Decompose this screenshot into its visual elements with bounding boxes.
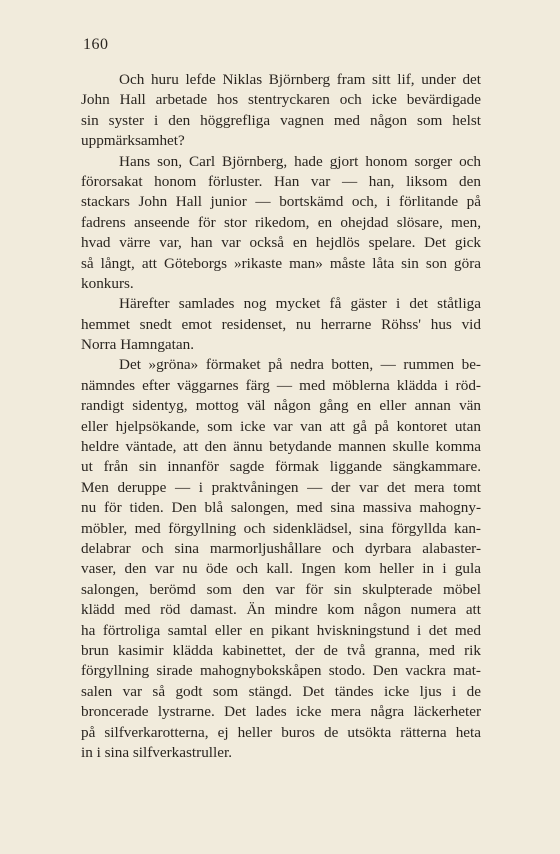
text-line: fadrens anseende för stor rikedom, en ohejdad slösare, men,: [81, 213, 481, 231]
text-line: möbler, med förgyllning och sidenklädsel, sina förgyllda kan-: [81, 519, 481, 537]
text-line: Och huru lefde Niklas Björnberg fram sitt lif, under det: [119, 71, 481, 88]
text-line: uppmärksamhet?: [81, 132, 185, 150]
text-line: randigt sidentyg, mottog väl någon gång en eller annan vän: [81, 397, 481, 415]
text-line: klädd med röd damast. Än mindre kom någon numera att: [81, 601, 481, 619]
text-line: hvad värre var, han var också en hejdlös spelare. Det gick: [81, 234, 481, 252]
text-line: heldre väntade, att den ännu betydande mannen skulle komma: [81, 438, 481, 456]
text-line: nämndes efter väggarnes färg — med möblerna klädda i röd-: [81, 376, 481, 394]
text-line: nu för tiden. Den blå salongen, med sina massiva mahogny-: [81, 499, 481, 517]
text-line: ha förtroliga samtal eller en pikant hviskningstund i det med: [81, 621, 481, 639]
text-line: Härefter samlades nog mycket få gäster i det ståtliga: [119, 295, 481, 313]
text-line: Men deruppe — i praktvåningen — der var det mera tomt: [81, 478, 481, 496]
text-line: delabrar och sina marmorljushållare och dyrbara alabaster-: [81, 539, 481, 557]
text-line: konkurs.: [81, 274, 134, 292]
text-line: stackars John Hall junior — bortskämd och, i förlitande på: [81, 193, 481, 211]
text-line: salongen, berömd som den var för sin skulpterade möbel: [81, 580, 481, 598]
text-line: förorsakat honom förluster. Han var — han, liksom den: [81, 172, 481, 190]
text-line: Norra Hamngatan.: [81, 336, 195, 354]
text-line: vaser, den var nu öde och kall. Ingen kom heller in i gula: [81, 560, 481, 578]
text-line: Det »gröna» förmaket på nedra botten, — rummen be-: [119, 356, 481, 374]
text-line: Hans son, Carl Björnberg, hade gjort honom sorger och: [119, 152, 481, 170]
text-line: eller hjelpsökande, som icke var van att gå på kontoret utan: [81, 417, 481, 435]
text-line: broncerade lystrarne. Det lades icke mera några läckerheter: [81, 703, 481, 721]
page-number: 160: [83, 36, 109, 53]
text-line: hemmet snedt emot residenset, nu herrarne Röhss' hus vid: [81, 315, 481, 333]
text-line: så långt, att Göteborgs »rikaste man» måste låta sin son göra: [81, 254, 481, 272]
text-line: in i sina silfverkastruller.: [81, 743, 232, 761]
text-line: på silfverkarotterna, ej heller buros de utsökta rätterna heta: [81, 723, 481, 741]
text-line: sin syster i den höggrefliga vagnen med någon som helst: [81, 111, 481, 129]
text-line: förgyllning sirade mahognybokskåpen stodo. Den vackra mat-: [81, 662, 481, 680]
body-text: [81, 70, 481, 763]
text-line: salen var så godt som stängd. Det tändes icke ljus i de: [81, 682, 481, 700]
text-line: brun kasimir klädda kabinettet, der de två granna, med rik: [81, 641, 481, 659]
text-line: ut från sin innanför sagde förmak liggande sängkammare.: [81, 458, 481, 476]
text-line: John Hall arbetade hos stentryckaren och icke bevärdigade: [81, 91, 481, 109]
